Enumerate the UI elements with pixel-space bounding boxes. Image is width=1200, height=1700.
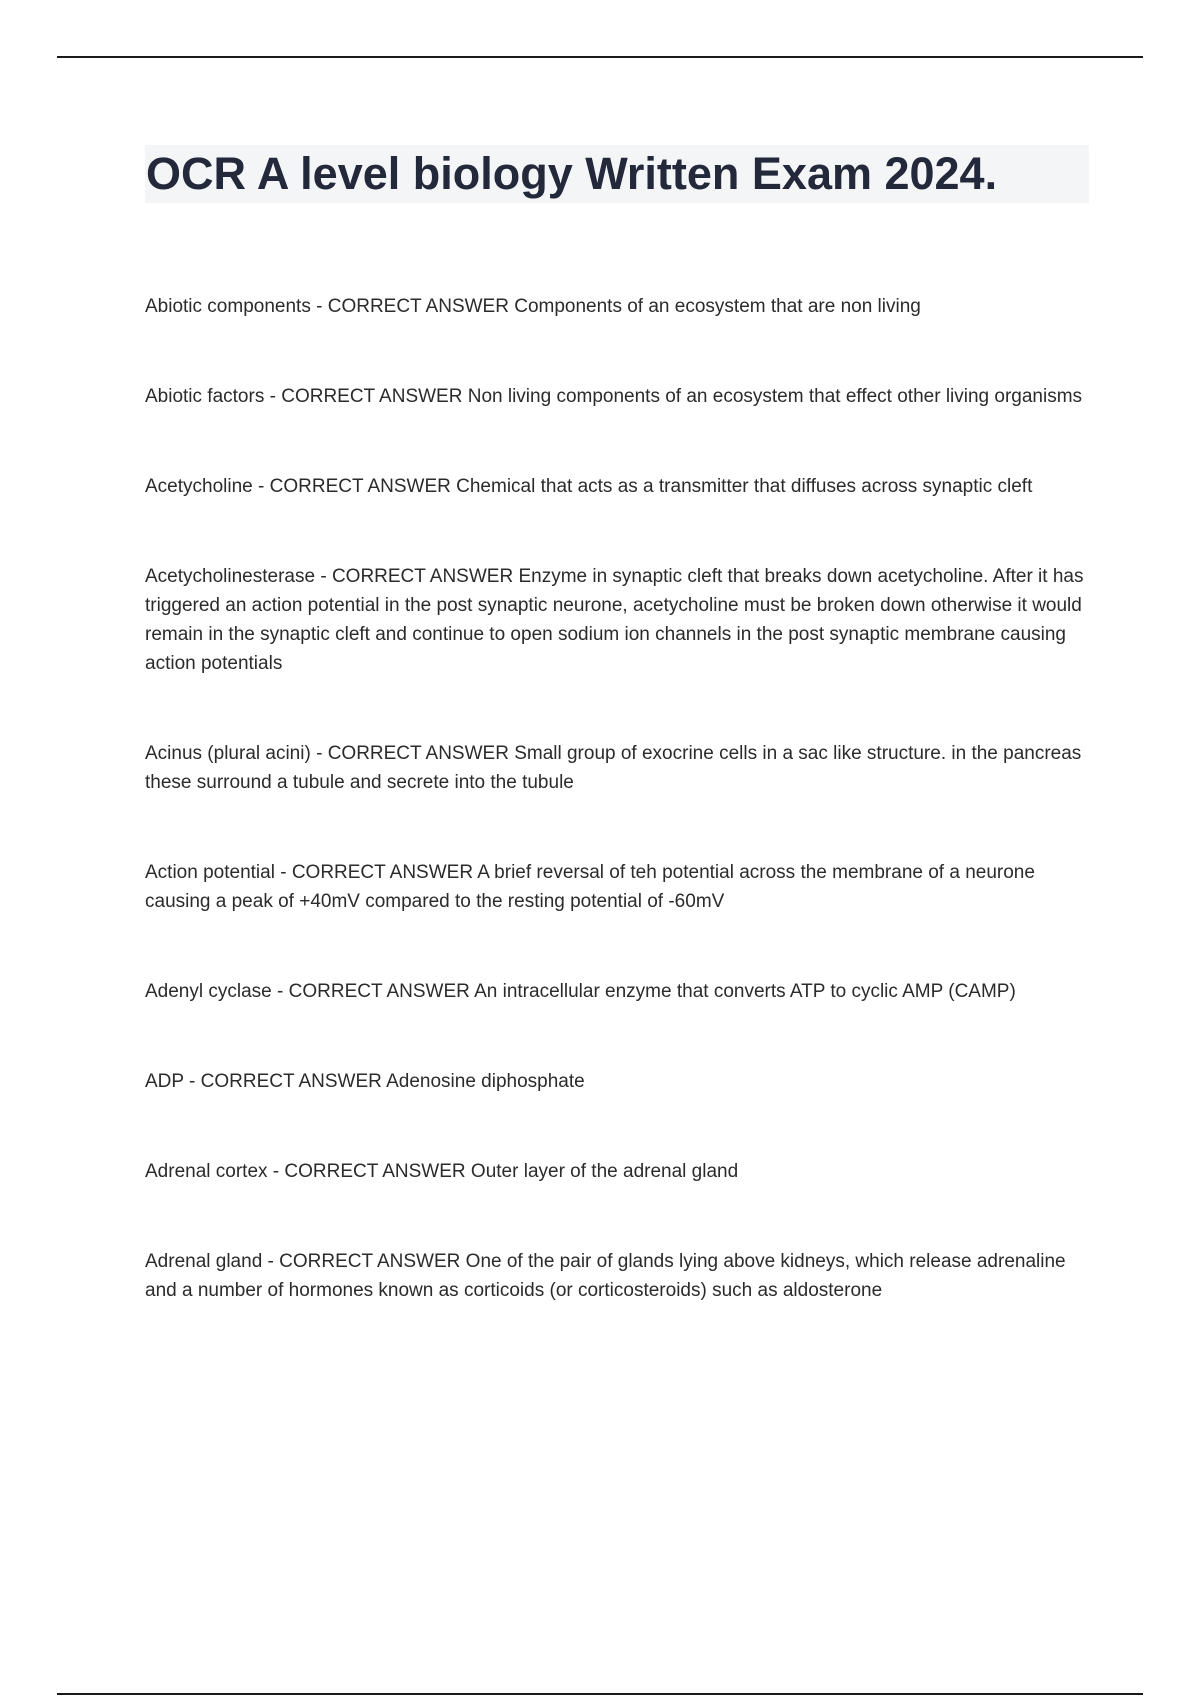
entry-separator: - (310, 296, 328, 317)
glossary-entry (145, 472, 1090, 501)
glossary-entry (145, 382, 1090, 411)
entry-term: ADP (145, 1071, 184, 1092)
glossary-entry (145, 1247, 1090, 1305)
glossary-entry (145, 1157, 1090, 1186)
entry-separator: - (252, 476, 270, 497)
answer-label: CORRECT ANSWER (327, 743, 509, 764)
entry-term: Adenyl cyclase (145, 981, 272, 1002)
answer-label: CORRECT ANSWER (288, 981, 470, 1002)
answer-label: CORRECT ANSWER (291, 862, 474, 883)
answer-label: CORRECT ANSWER (281, 386, 463, 407)
entry-definition: Non living components of an ecosystem that effect other living organisms (467, 386, 1083, 407)
entry-definition: Enzyme in synaptic cleft that breaks down acetycholine. After it has triggered an action potential in the post synaptic neurone, acetycholine must be broken down otherwise it would remain in the synaptic cleft and continue to open sodium ion channels in the post synaptic membrane causing action potentials (145, 566, 1084, 674)
glossary-list (145, 292, 1090, 1366)
answer-label: CORRECT ANSWER (200, 1071, 382, 1092)
entry-separator: - (315, 566, 332, 587)
entry-term: Action potential (145, 862, 275, 883)
entry-separator: - (267, 1161, 285, 1182)
title-block (145, 145, 1089, 203)
footer-rule (57, 1693, 1143, 1695)
glossary-entry (145, 562, 1090, 678)
glossary-entry (145, 1067, 1090, 1096)
entry-definition: An intracellular enzyme that converts ATP to cyclic AMP (CAMP) (474, 981, 1016, 1002)
entry-definition: Adenosine diphosphate (386, 1071, 585, 1092)
answer-label: CORRECT ANSWER (284, 1161, 466, 1182)
entry-separator: - (264, 386, 282, 407)
entry-definition: Outer layer of the adrenal gland (470, 1161, 739, 1182)
entry-definition: Small group of exocrine cells in a sac like structure. in the pancreas these surround a tubule and secrete into the tubule (145, 743, 1082, 793)
entry-definition: Chemical that acts as a transmitter that diffuses across synaptic cleft (456, 476, 1033, 497)
glossary-entry (145, 292, 1090, 321)
page-title: OCR A level biology Written Exam 2024. (146, 148, 998, 199)
glossary-entry (145, 977, 1090, 1006)
entry-separator: - (183, 1071, 201, 1092)
entry-term: Acetycholinesterase (145, 566, 316, 587)
entry-term: Abiotic factors (145, 386, 265, 407)
answer-label: CORRECT ANSWER (327, 296, 509, 317)
entry-term: Adrenal cortex (145, 1161, 268, 1182)
entry-definition: Components of an ecosystem that are non living (514, 296, 921, 317)
entry-separator: - (271, 981, 289, 1002)
glossary-entry (145, 739, 1090, 797)
entry-term: Abiotic components (145, 296, 311, 317)
entry-term: Adrenal gland (145, 1251, 263, 1272)
entry-definition: One of the pair of glands lying above kidneys, which release adrenaline and a number of hormones known as corticoids (or corticosteroids) such as aldosterone (145, 1251, 1066, 1301)
header-rule (57, 56, 1143, 58)
entry-term: Acetycholine (145, 476, 253, 497)
entry-separator: - (310, 743, 328, 764)
answer-label: CORRECT ANSWER (279, 1251, 461, 1272)
entry-separator: - (274, 862, 292, 883)
answer-label: CORRECT ANSWER (269, 476, 451, 497)
answer-label: CORRECT ANSWER (331, 566, 514, 587)
glossary-entry (145, 858, 1090, 916)
entry-term: Acinus (plural acini) (145, 743, 311, 764)
entry-definition: A brief reversal of teh potential across the membrane of a neurone causing a peak of +40mV compared to the resting potential of -60mV (145, 862, 1035, 912)
entry-separator: - (262, 1251, 280, 1272)
